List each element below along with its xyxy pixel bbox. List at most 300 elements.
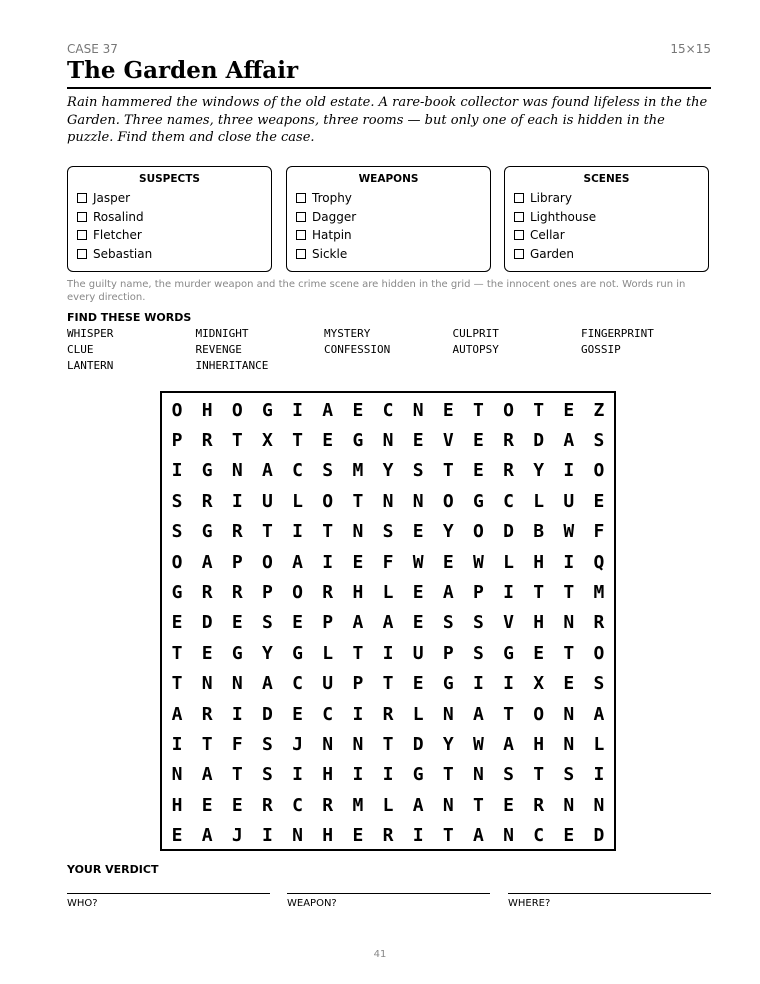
word-item: MIDNIGHT <box>195 327 249 340</box>
grid-cell[interactable]: O <box>442 490 454 512</box>
grid-cell[interactable]: I <box>292 521 304 543</box>
grid-cell[interactable]: N <box>352 521 364 543</box>
grid-cell[interactable]: T <box>292 430 304 452</box>
grid-cell[interactable]: H <box>171 794 183 816</box>
grid-cell[interactable]: G <box>412 764 424 786</box>
grid-cell[interactable]: E <box>593 490 605 512</box>
grid-cell[interactable]: Y <box>442 733 454 755</box>
grid-cell[interactable]: N <box>231 673 243 695</box>
grid-cell[interactable]: E <box>503 794 514 816</box>
suspect-label: Rosalind <box>93 209 144 224</box>
grid-cell[interactable]: A <box>262 673 273 695</box>
grid-cell[interactable]: Y <box>442 521 454 543</box>
grid-cell[interactable]: S <box>322 460 334 482</box>
grid-cell[interactable]: X <box>262 430 273 452</box>
grid-cell[interactable]: A <box>262 460 273 482</box>
grid-cell[interactable]: N <box>382 430 394 452</box>
grid-cell[interactable]: I <box>593 764 605 786</box>
grid-cell[interactable]: O <box>231 399 243 421</box>
checkbox-icon[interactable] <box>514 212 524 222</box>
grid-cell[interactable]: A <box>442 582 454 604</box>
grid-cell[interactable]: F <box>231 733 243 755</box>
grid-cell[interactable]: I <box>292 399 304 421</box>
grid-cell[interactable]: E <box>563 673 575 695</box>
grid-cell[interactable]: P <box>442 642 454 664</box>
weapons-heading: WEAPONS <box>358 173 419 185</box>
grid-cell[interactable]: M <box>352 794 364 816</box>
grid-cell[interactable]: A <box>593 703 605 725</box>
grid-cell[interactable]: O <box>171 399 183 421</box>
verdict-heading: YOUR VERDICT <box>67 863 159 876</box>
checkbox-icon[interactable] <box>77 230 87 240</box>
scenes-list <box>514 189 708 263</box>
weapons-box <box>286 166 491 272</box>
grid-cell[interactable]: T <box>472 794 484 816</box>
grid-cell[interactable]: S <box>563 764 575 786</box>
scene-item[interactable] <box>514 226 708 245</box>
grid-cell[interactable]: P <box>171 430 183 452</box>
grid-cell[interactable]: E <box>472 430 484 452</box>
grid-cell[interactable]: A <box>322 399 334 421</box>
grid-cell[interactable]: I <box>352 764 364 786</box>
grid-cell[interactable]: U <box>262 490 273 512</box>
suspect-label: Sebastian <box>93 246 153 261</box>
grid-cell[interactable]: E <box>201 642 213 664</box>
grid-cell[interactable]: H <box>533 612 545 634</box>
suspects-list <box>77 189 271 263</box>
grid-cell[interactable]: T <box>322 521 334 543</box>
grid-cell[interactable]: R <box>201 430 213 452</box>
word-item: INHERITANCE <box>195 359 269 372</box>
grid-cell[interactable]: E <box>472 460 484 482</box>
grid-cell[interactable]: T <box>563 582 575 604</box>
grid-cell[interactable]: E <box>563 399 575 421</box>
grid-cell[interactable]: U <box>563 490 575 512</box>
scene-item[interactable] <box>514 245 708 264</box>
grid-cell[interactable]: R <box>201 490 213 512</box>
grid-cell[interactable]: N <box>412 399 424 421</box>
grid-cell[interactable]: O <box>503 399 514 421</box>
grid-cell[interactable]: Y <box>382 460 394 482</box>
grid-cell[interactable]: P <box>262 582 273 604</box>
grid-cell[interactable]: E <box>231 612 243 634</box>
grid-cell[interactable]: N <box>412 490 424 512</box>
grid-cell[interactable]: M <box>352 460 364 482</box>
grid-cell[interactable]: L <box>322 642 334 664</box>
word-item: MYSTERY <box>324 327 371 340</box>
grid-cell[interactable]: L <box>292 490 304 512</box>
grid-cell[interactable]: S <box>472 612 484 634</box>
grid-cell[interactable]: G <box>442 673 454 695</box>
grid-cell[interactable]: E <box>442 551 454 573</box>
grid-cell[interactable]: H <box>352 582 364 604</box>
grid-cell[interactable]: T <box>171 673 183 695</box>
grid-cell[interactable]: I <box>322 551 334 573</box>
grid-cell[interactable]: E <box>171 612 183 634</box>
grid-cell[interactable]: L <box>593 733 605 755</box>
grid-cell[interactable]: S <box>171 521 183 543</box>
grid-cell[interactable]: I <box>171 733 183 755</box>
who-answer-line[interactable] <box>67 893 270 894</box>
grid-cell[interactable]: E <box>442 399 454 421</box>
grid-cell[interactable]: I <box>563 551 575 573</box>
grid-cell[interactable]: J <box>231 825 243 847</box>
grid-cell[interactable]: T <box>442 764 454 786</box>
grid-cell[interactable]: T <box>533 399 545 421</box>
word-list <box>67 327 711 374</box>
grid-cell[interactable]: G <box>503 642 514 664</box>
who-label: WHO? <box>67 898 98 909</box>
grid-cell[interactable]: O <box>171 551 183 573</box>
checkbox-icon[interactable] <box>296 193 306 203</box>
weapon-label: Hatpin <box>312 228 352 243</box>
grid-cell[interactable]: N <box>292 825 304 847</box>
grid-cell[interactable]: S <box>382 521 394 543</box>
grid-cell[interactable]: A <box>352 612 364 634</box>
grid-cell[interactable]: W <box>563 521 575 543</box>
scene-label: Lighthouse <box>530 209 597 224</box>
grid-cell[interactable]: S <box>593 430 605 452</box>
grid-cell[interactable]: N <box>322 733 334 755</box>
grid-cell[interactable]: G <box>352 430 364 452</box>
story-intro: Rain hammered the windows of the old estate. A rare-book collector was found lifeless in the the Garden. Three names, three weapons, three rooms — but only one of each is hidden in the puzzle. Find them and close the case. <box>67 95 708 145</box>
grid-cell[interactable]: C <box>292 460 304 482</box>
page-number: 41 <box>373 949 387 960</box>
grid-cell[interactable]: T <box>382 673 394 695</box>
title-divider <box>67 87 711 89</box>
grid-cell[interactable]: R <box>201 703 213 725</box>
grid-cell[interactable]: S <box>503 764 514 786</box>
grid-cell[interactable]: V <box>503 612 514 634</box>
grid-cell[interactable]: N <box>472 764 484 786</box>
grid-cell[interactable]: A <box>503 733 514 755</box>
grid-cell[interactable]: R <box>262 794 273 816</box>
grid-cell[interactable]: F <box>593 521 605 543</box>
grid-cell[interactable]: I <box>262 825 273 847</box>
weapon-answer-line[interactable] <box>287 893 490 894</box>
grid-cell[interactable]: G <box>262 399 273 421</box>
word-item: LANTERN <box>67 359 114 372</box>
grid-cell[interactable]: S <box>593 673 605 695</box>
grid-cell[interactable]: N <box>442 703 454 725</box>
grid-cell[interactable]: E <box>231 794 243 816</box>
grid-cell[interactable]: R <box>322 794 334 816</box>
grid-size-label: 15×15 <box>670 42 711 56</box>
grid-cell[interactable]: O <box>262 551 273 573</box>
grid-cell[interactable]: N <box>352 733 364 755</box>
grid-cell[interactable]: E <box>533 642 545 664</box>
grid-cell[interactable]: N <box>201 673 213 695</box>
grid-cell[interactable]: H <box>201 399 213 421</box>
grid-cell[interactable]: N <box>563 703 575 725</box>
grid-cell[interactable]: I <box>352 703 364 725</box>
scene-item[interactable] <box>514 189 708 208</box>
grid-cell[interactable]: Z <box>593 399 605 421</box>
grid-cell[interactable]: A <box>472 825 484 847</box>
grid-cell[interactable]: H <box>322 764 334 786</box>
grid-cell[interactable]: E <box>292 703 304 725</box>
scene-label: Library <box>530 191 572 206</box>
grid-cell[interactable]: F <box>382 551 394 573</box>
grid-cell[interactable]: O <box>472 521 484 543</box>
grid-cell[interactable]: U <box>322 673 334 695</box>
grid-cell[interactable]: E <box>292 612 304 634</box>
word-item: WHISPER <box>67 327 114 340</box>
grid-cell[interactable]: H <box>322 825 334 847</box>
grid-cell[interactable]: N <box>563 794 575 816</box>
grid-cell[interactable]: D <box>503 521 514 543</box>
grid-cell[interactable]: A <box>563 430 575 452</box>
grid-cell[interactable]: S <box>442 612 454 634</box>
grid-cell[interactable]: N <box>563 612 575 634</box>
grid-cell[interactable]: I <box>171 460 183 482</box>
grid-cell[interactable]: R <box>503 430 514 452</box>
weapon-label: WEAPON? <box>287 898 337 909</box>
grid-cell[interactable]: E <box>352 551 364 573</box>
grid-cell[interactable]: J <box>292 733 304 755</box>
grid-cell[interactable]: G <box>231 642 243 664</box>
grid-cell[interactable]: T <box>442 460 454 482</box>
grid-cell[interactable]: G <box>201 521 213 543</box>
weapons-list <box>296 189 490 263</box>
grid-cell[interactable]: D <box>201 612 213 634</box>
grid-cell[interactable]: T <box>442 825 454 847</box>
grid-cell[interactable]: L <box>412 703 424 725</box>
grid-cell[interactable]: I <box>382 642 394 664</box>
grid-cell[interactable]: I <box>503 582 514 604</box>
grid-cell[interactable]: S <box>171 490 183 512</box>
checkbox-icon[interactable] <box>514 230 524 240</box>
grid-cell[interactable]: W <box>412 551 424 573</box>
scene-label: Cellar <box>530 228 565 243</box>
grid-cell[interactable]: T <box>352 490 364 512</box>
grid-cell[interactable]: P <box>231 551 243 573</box>
grid-cell[interactable]: D <box>412 733 424 755</box>
grid-cell[interactable]: G <box>292 642 304 664</box>
grid-cell[interactable]: I <box>412 825 424 847</box>
letter-grid <box>160 391 616 851</box>
where-answer-line[interactable] <box>508 893 711 894</box>
grid-cell[interactable]: E <box>412 521 424 543</box>
grid-cell[interactable]: L <box>503 551 514 573</box>
grid-cell[interactable]: R <box>503 460 514 482</box>
grid-cell[interactable]: G <box>472 490 484 512</box>
grid-cell[interactable]: N <box>382 490 394 512</box>
grid-cell[interactable]: I <box>563 460 575 482</box>
scene-label: Garden <box>530 246 574 261</box>
checkbox-icon[interactable] <box>514 193 524 203</box>
grid-cell[interactable]: D <box>262 703 273 725</box>
grid-cell[interactable]: R <box>382 825 394 847</box>
suspect-item[interactable] <box>77 189 271 208</box>
grid-cell[interactable]: G <box>201 460 213 482</box>
grid-cell[interactable]: S <box>262 764 273 786</box>
instructions-note: The guilty name, the murder weapon and the crime scene are hidden in the grid — the innocent ones are not. Words run in every direction. <box>67 279 686 303</box>
grid-cell[interactable]: C <box>503 490 514 512</box>
checkbox-icon[interactable] <box>296 249 306 259</box>
grid-cell[interactable]: S <box>262 733 273 755</box>
suspect-item[interactable] <box>77 226 271 245</box>
page-header <box>67 42 711 58</box>
grid-cell[interactable]: N <box>231 460 243 482</box>
grid-cell[interactable]: E <box>352 825 364 847</box>
grid-cell[interactable]: O <box>533 703 545 725</box>
grid-cell[interactable]: C <box>292 794 304 816</box>
grid-cell[interactable]: W <box>472 733 484 755</box>
grid-cell[interactable]: U <box>412 642 424 664</box>
grid-cell[interactable]: R <box>322 582 334 604</box>
grid-cell[interactable]: C <box>533 825 545 847</box>
grid-cell[interactable]: I <box>503 673 514 695</box>
grid-cell[interactable]: V <box>442 430 454 452</box>
grid-cell[interactable]: A <box>382 612 394 634</box>
word-item: GOSSIP <box>581 343 621 356</box>
suspects-box <box>67 166 272 272</box>
word-item: CULPRIT <box>452 327 499 340</box>
puzzle-title: The Garden Affair <box>67 57 299 84</box>
grid-cell[interactable]: O <box>593 460 605 482</box>
grid-cell[interactable]: E <box>412 430 424 452</box>
suspect-item[interactable] <box>77 208 271 227</box>
grid-cell[interactable]: I <box>292 764 304 786</box>
grid-cell[interactable]: T <box>201 733 213 755</box>
grid-cell[interactable]: N <box>593 794 605 816</box>
word-item: CONFESSION <box>324 343 391 356</box>
grid-cell[interactable]: L <box>382 582 394 604</box>
grid-cell[interactable]: H <box>533 733 545 755</box>
grid-cell[interactable]: W <box>472 551 484 573</box>
grid-cell[interactable]: I <box>231 703 243 725</box>
grid-cell[interactable]: E <box>563 825 575 847</box>
weapon-item[interactable] <box>296 226 490 245</box>
word-list-heading: FIND THESE WORDS <box>67 311 192 324</box>
grid-cell[interactable]: D <box>593 825 605 847</box>
checkbox-icon[interactable] <box>296 230 306 240</box>
suspect-label: Fletcher <box>93 228 142 243</box>
checkbox-icon[interactable] <box>77 249 87 259</box>
grid-cell[interactable]: I <box>231 490 243 512</box>
grid-cell[interactable]: T <box>533 582 545 604</box>
grid-cell[interactable]: C <box>382 399 394 421</box>
suspect-label: Jasper <box>93 191 131 206</box>
grid-cell[interactable]: Y <box>262 642 273 664</box>
grid-cell[interactable]: T <box>472 399 484 421</box>
grid-cell[interactable]: T <box>171 642 183 664</box>
grid-cell[interactable]: R <box>201 582 213 604</box>
checkbox-icon[interactable] <box>296 212 306 222</box>
word-item: CLUE <box>67 343 94 356</box>
weapon-label: Trophy <box>312 191 352 206</box>
grid-cell[interactable]: A <box>472 703 484 725</box>
grid-cell[interactable]: T <box>563 642 575 664</box>
weapon-item[interactable] <box>296 208 490 227</box>
weapon-label: Sickle <box>312 246 348 261</box>
grid-cell[interactable]: L <box>533 490 545 512</box>
grid-cell[interactable]: P <box>352 673 364 695</box>
grid-cell[interactable]: L <box>382 794 394 816</box>
grid-cell[interactable]: G <box>171 582 183 604</box>
grid-cell[interactable]: I <box>472 673 484 695</box>
grid-cell[interactable]: E <box>171 825 183 847</box>
grid-cell[interactable]: A <box>292 551 304 573</box>
grid-cell[interactable]: E <box>352 399 364 421</box>
grid-cell[interactable]: S <box>262 612 273 634</box>
grid-cell[interactable]: E <box>412 582 424 604</box>
grid-cell[interactable]: M <box>593 582 605 604</box>
grid-cell[interactable]: A <box>201 825 213 847</box>
grid-cell[interactable]: R <box>231 521 243 543</box>
grid-cell[interactable]: T <box>382 733 394 755</box>
grid-cell[interactable]: E <box>412 673 424 695</box>
grid-cell[interactable]: T <box>231 764 243 786</box>
grid-cell[interactable]: R <box>533 794 545 816</box>
grid-cell[interactable]: N <box>442 794 454 816</box>
scenes-heading: SCENES <box>583 173 630 185</box>
word-item: REVENGE <box>195 343 242 356</box>
grid-cell[interactable]: N <box>503 825 514 847</box>
weapon-item[interactable] <box>296 245 490 264</box>
suspect-item[interactable] <box>77 245 271 264</box>
clue-boxes <box>67 166 711 274</box>
grid-cell[interactable]: P <box>322 612 334 634</box>
suspects-heading: SUSPECTS <box>139 173 200 185</box>
grid-cell[interactable]: R <box>231 582 243 604</box>
grid-cell[interactable]: A <box>201 551 213 573</box>
grid-cell[interactable]: Q <box>593 551 605 573</box>
grid-cell[interactable]: A <box>201 764 213 786</box>
grid-cell[interactable]: O <box>322 490 334 512</box>
grid-cell[interactable]: T <box>352 642 364 664</box>
grid-cell[interactable]: E <box>201 794 213 816</box>
scenes-box <box>504 166 709 272</box>
grid-cell[interactable]: P <box>472 582 484 604</box>
grid-cell[interactable]: A <box>171 703 183 725</box>
grid-cell[interactable]: H <box>533 551 545 573</box>
case-number: CASE 37 <box>67 42 118 56</box>
checkbox-icon[interactable] <box>77 212 87 222</box>
grid-cell[interactable]: N <box>171 764 183 786</box>
grid-cell[interactable]: T <box>262 521 273 543</box>
grid-cell[interactable]: T <box>503 703 514 725</box>
puzzle-page <box>67 0 711 984</box>
weapon-label: Dagger <box>312 209 357 224</box>
grid-cell[interactable]: T <box>533 764 545 786</box>
grid-cell[interactable]: O <box>292 582 304 604</box>
grid-cell[interactable]: Y <box>533 460 545 482</box>
word-item: FINGERPRINT <box>581 327 654 340</box>
grid-cell[interactable]: E <box>412 612 424 634</box>
grid-cell[interactable]: B <box>533 521 545 543</box>
grid-cell[interactable]: S <box>412 460 424 482</box>
grid-cell[interactable]: I <box>382 764 394 786</box>
grid-cell[interactable]: R <box>593 612 605 634</box>
grid-cell[interactable]: R <box>382 703 394 725</box>
grid-cell[interactable]: X <box>533 673 545 695</box>
grid-cell[interactable]: N <box>563 733 575 755</box>
grid-cell[interactable]: A <box>412 794 424 816</box>
scene-item[interactable] <box>514 208 708 227</box>
grid-cell[interactable]: T <box>231 430 243 452</box>
checkbox-icon[interactable] <box>514 249 524 259</box>
grid-cell[interactable]: C <box>322 703 334 725</box>
grid-cell[interactable]: S <box>472 642 484 664</box>
checkbox-icon[interactable] <box>77 193 87 203</box>
grid-cell[interactable]: O <box>593 642 605 664</box>
grid-cell[interactable]: C <box>292 673 304 695</box>
grid-cell[interactable]: E <box>322 430 334 452</box>
weapon-item[interactable] <box>296 189 490 208</box>
grid-cell[interactable]: D <box>533 430 545 452</box>
